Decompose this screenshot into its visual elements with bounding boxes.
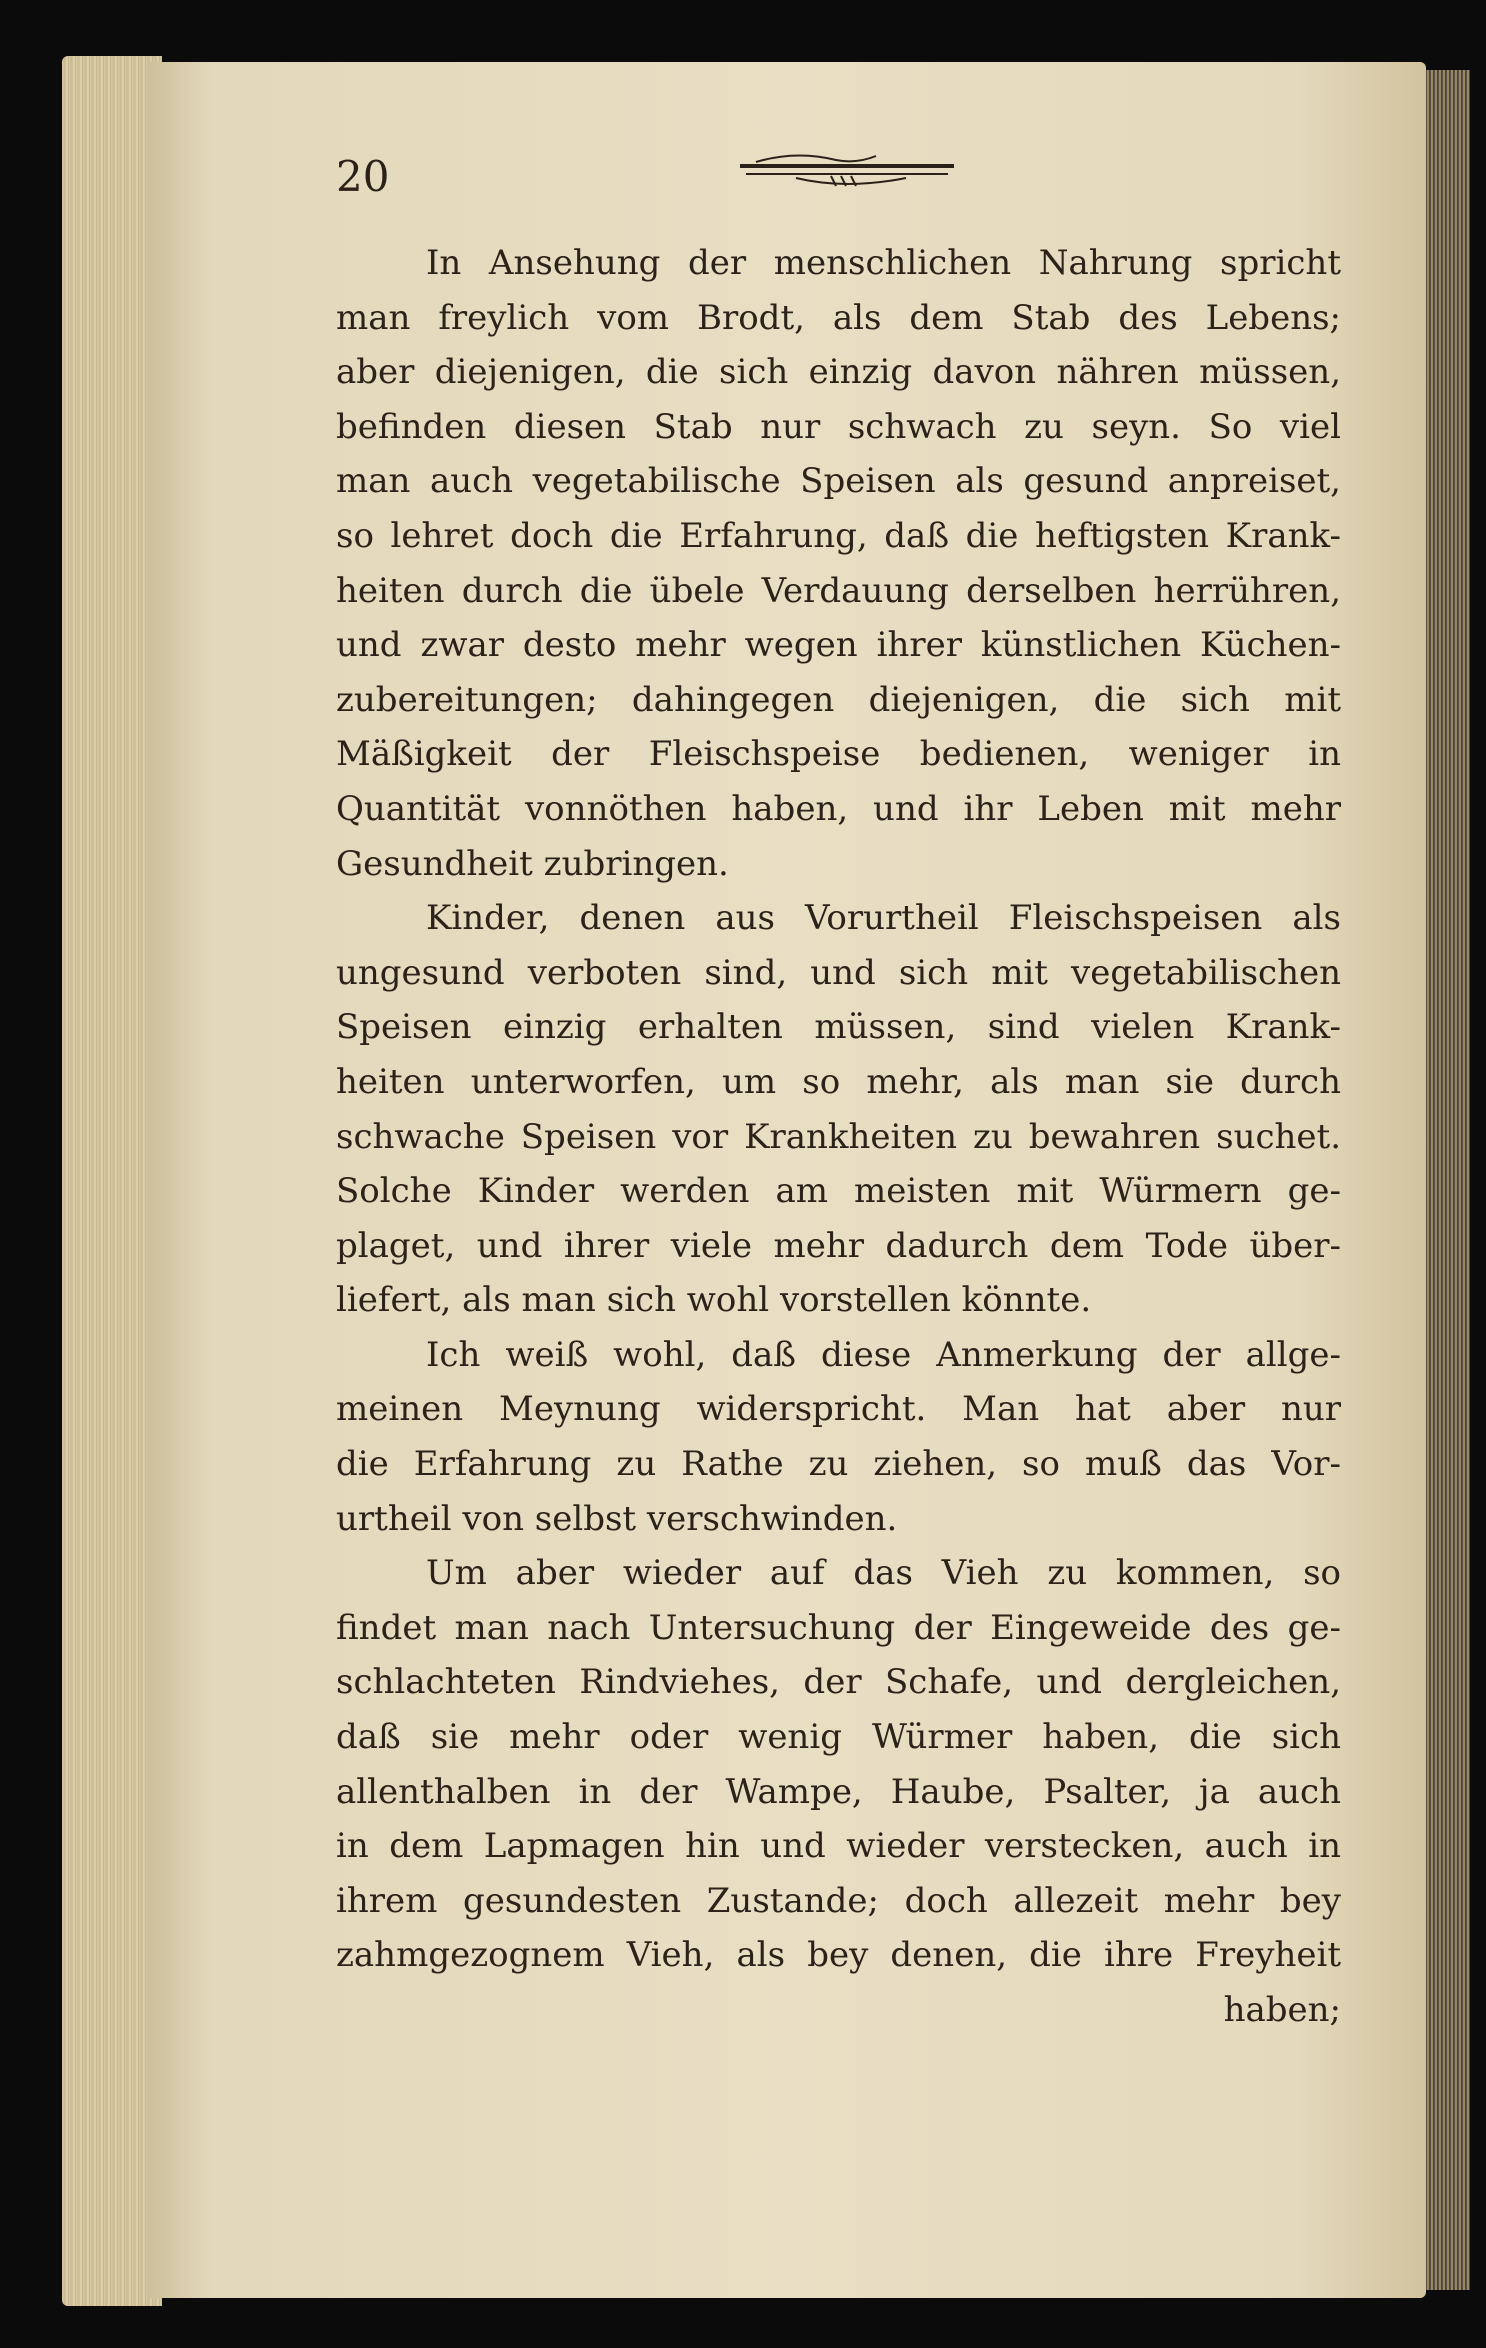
page-edges-right: [1426, 70, 1470, 2290]
text-line: Gesundheit zubringen.: [336, 843, 729, 884]
text-line: findet man nach Untersuchung der Eingeweide des ge-: [336, 1607, 1341, 1648]
text-line: man freylich vom Brodt, als dem Stab des Lebens;: [336, 297, 1341, 338]
body-text: [336, 236, 1341, 2038]
text-line: zahmgezognem Vieh, als bey denen, die ihre Freyheit: [336, 1935, 1341, 1976]
text-line: Solche Kinder werden am meisten mit Würmern ge-: [336, 1171, 1341, 1212]
text-line: Speisen einzig erhalten müssen, sind vielen Krank-: [336, 1007, 1341, 1048]
text-line: daß sie mehr oder wenig Würmer haben, die sich: [336, 1717, 1341, 1758]
header-ornament: [736, 146, 958, 196]
text-line: heiten unterworfen, um so mehr, als man sie durch: [336, 1061, 1341, 1102]
text-line: urtheil von selbst verschwinden.: [336, 1498, 898, 1539]
page-edges-left: [62, 56, 162, 2306]
text-line: ungesund verboten sind, und sich mit vegetabilischen: [336, 952, 1341, 993]
text-line: die Erfahrung zu Rathe zu ziehen, so muß das Vor-: [336, 1444, 1341, 1485]
catchword: haben;: [1223, 1990, 1341, 2030]
text-line: schlachteten Rindviehes, der Schafe, und dergleichen,: [336, 1662, 1341, 1703]
text-line: zubereitungen; dahingegen diejenigen, die sich mit: [336, 679, 1341, 720]
text-line: Um aber wieder auf das Vieh zu kommen, so: [426, 1553, 1341, 1594]
text-line: heiten durch die übele Verdauung derselben herrühren,: [336, 570, 1341, 611]
page-number: 20: [336, 152, 390, 201]
text-line: schwache Speisen vor Krankheiten zu bewahren suchet.: [336, 1116, 1341, 1157]
text-line: meinen Meynung widerspricht. Man hat aber nur: [336, 1389, 1341, 1430]
text-line: Ich weiß wohl, daß diese Anmerkung der allge-: [426, 1334, 1341, 1375]
text-line: aber diejenigen, die sich einzig davon nähren müssen,: [336, 352, 1341, 393]
text-line: so lehret doch die Erfahrung, daß die heftigsten Krank-: [336, 515, 1341, 556]
text-line: In Ansehung der menschlichen Nahrung spricht: [426, 243, 1341, 283]
text-line: plaget, und ihrer viele mehr dadurch dem Tode über-: [336, 1225, 1341, 1266]
text-line: ihrem gesundesten Zustande; doch allezeit mehr bey: [336, 1880, 1341, 1921]
text-line: Quantität vonnöthen haben, und ihr Leben mit mehr: [336, 788, 1341, 829]
text-line: liefert, als man sich wohl vorstellen könnte.: [336, 1280, 1092, 1321]
text-line: Mäßigkeit der Fleischspeise bedienen, weniger in: [336, 734, 1341, 775]
text-line: allenthalben in der Wampe, Haube, Psalter, ja auch: [336, 1771, 1341, 1812]
text-line: und zwar desto mehr wegen ihrer künstlichen Küchen-: [336, 625, 1341, 666]
text-line: befinden diesen Stab nur schwach zu seyn. So viel: [336, 406, 1341, 447]
text-line: man auch vegetabilische Speisen als gesund anpreiset,: [336, 461, 1341, 502]
text-line: in dem Lapmagen hin und wieder verstecken, auch in: [336, 1826, 1341, 1867]
text-line: Kinder, denen aus Vorurtheil Fleischspeisen als: [426, 898, 1341, 939]
